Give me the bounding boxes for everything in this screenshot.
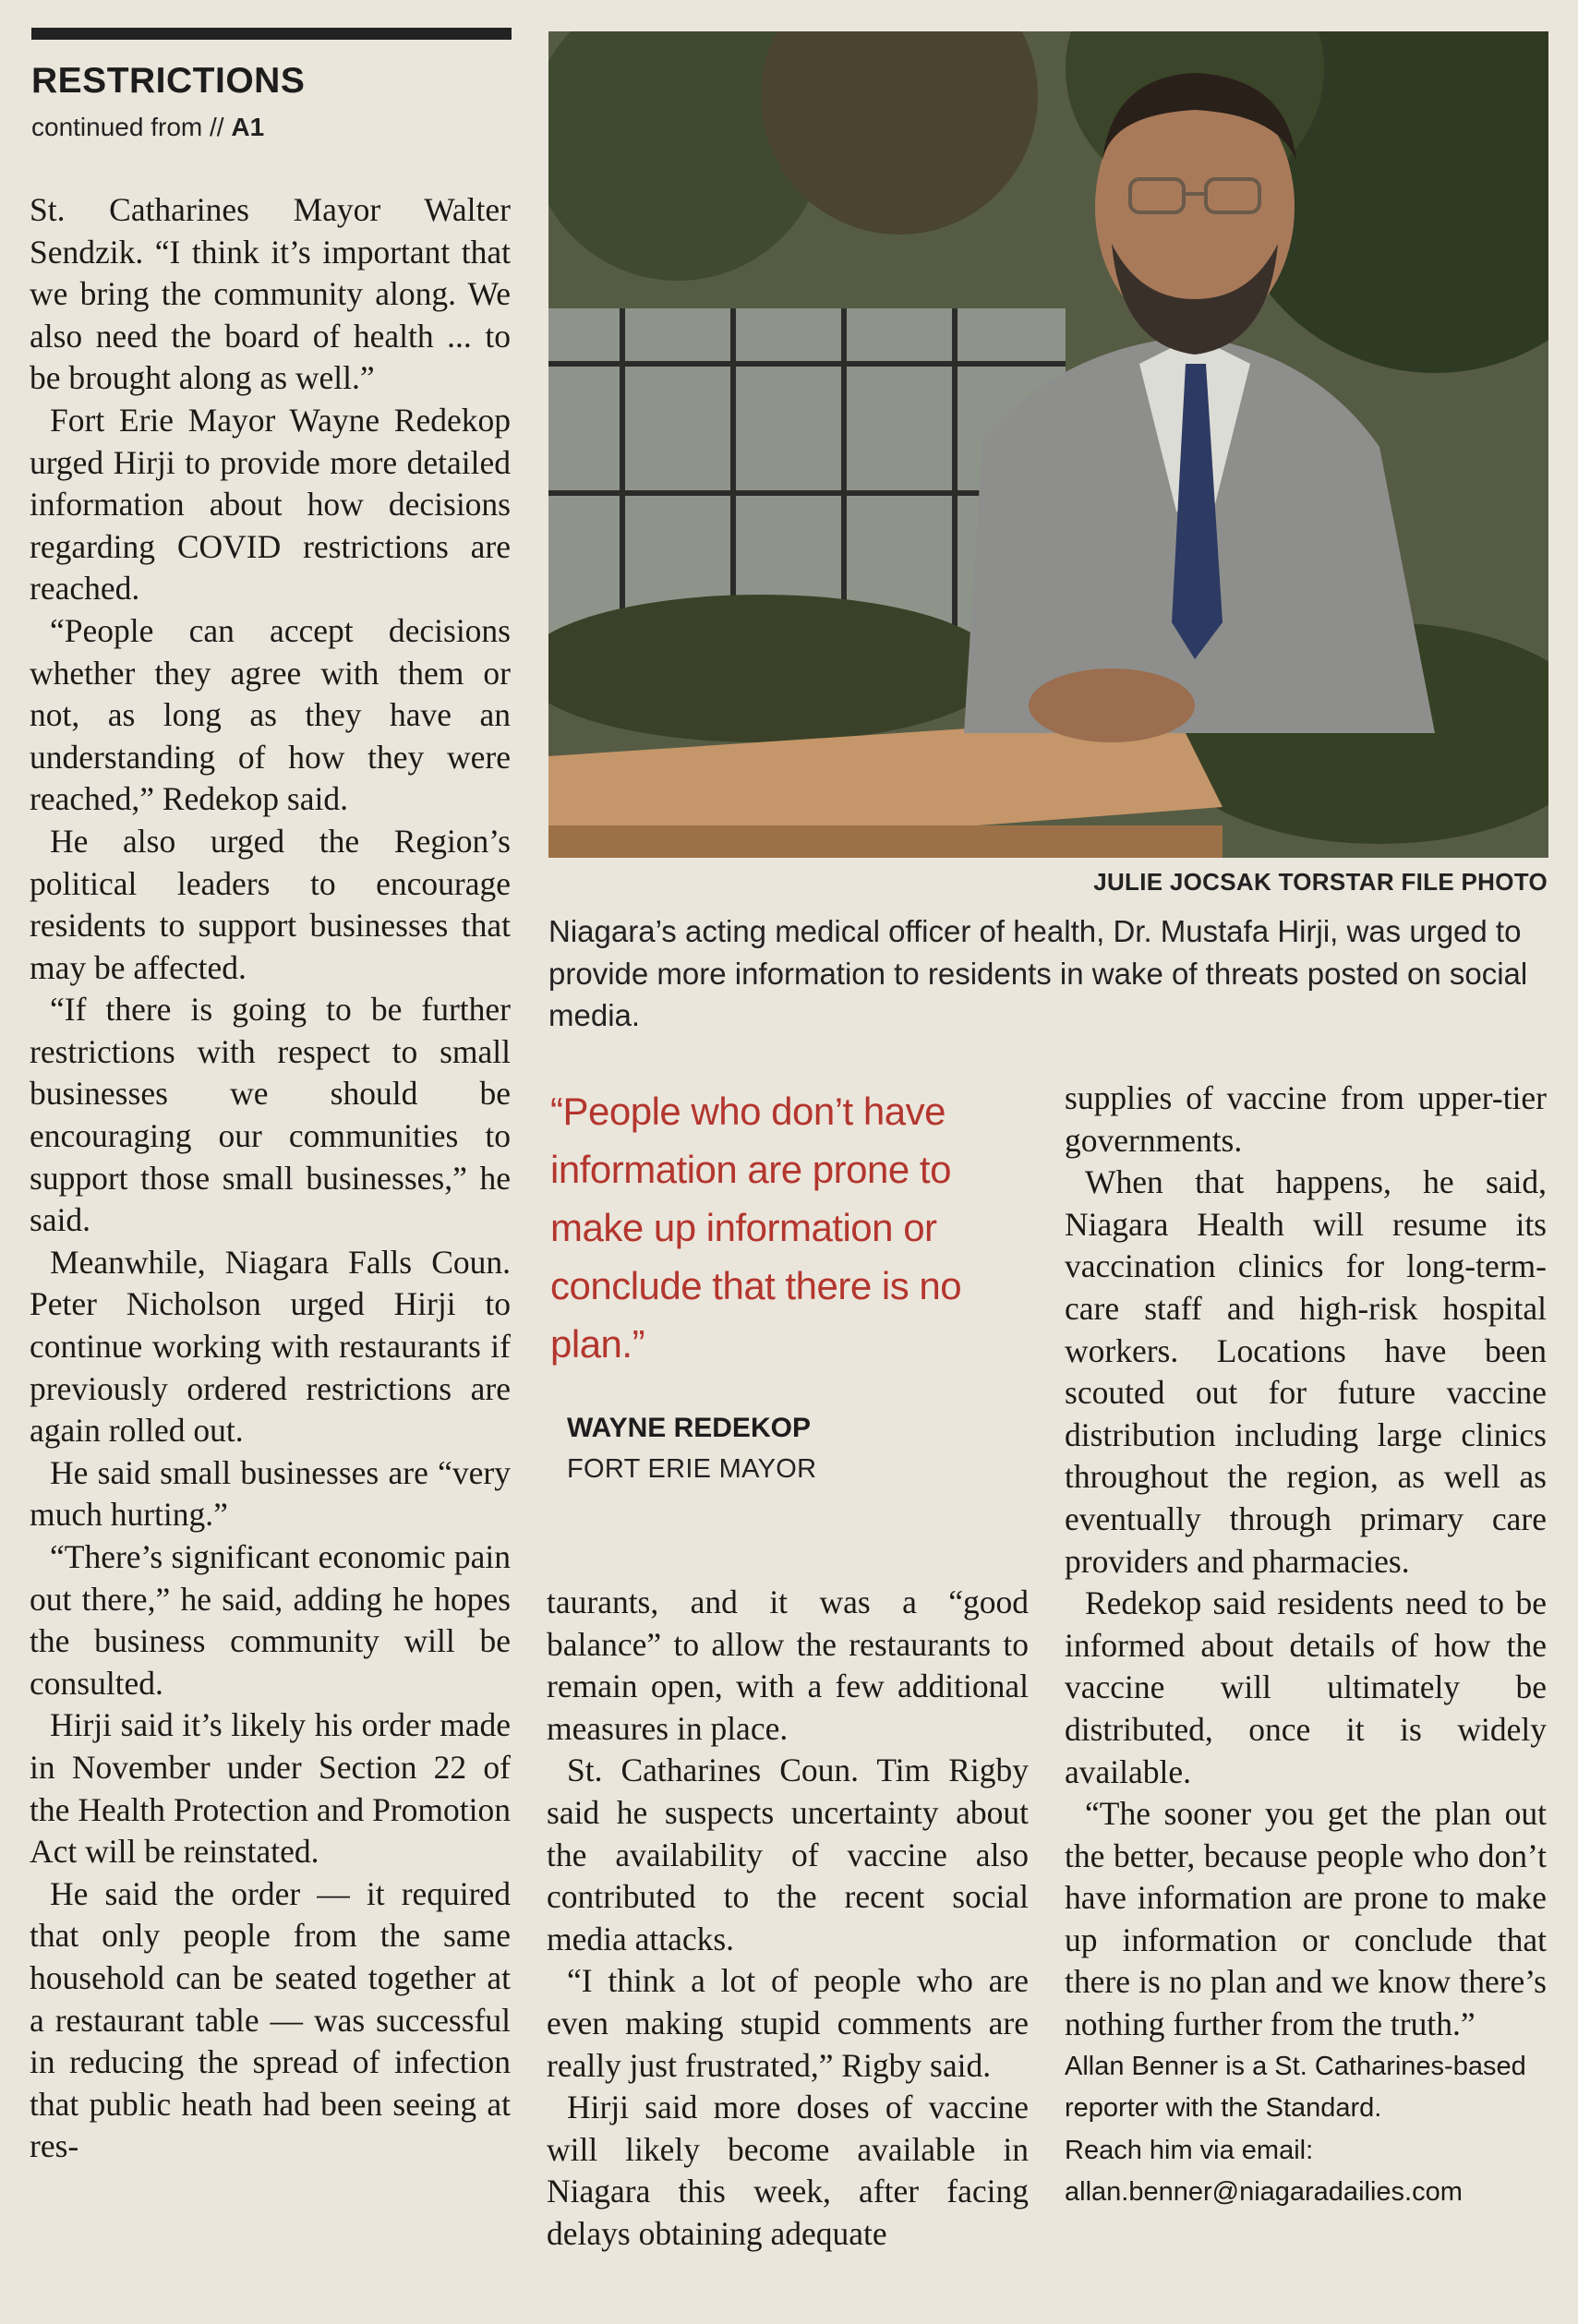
pull-quote-title: FORT ERIE MAYOR xyxy=(567,1454,817,1484)
paragraph: “I think a lot of people who are even making stupid comments are really just frustrated,” Rigby said. xyxy=(547,1962,1029,2084)
page-reference: A1 xyxy=(231,113,265,141)
paragraph: Hirji said it’s likely his order made in November under Section 22 of the Health Protection and Promotion Act will be reinstated. xyxy=(30,1706,511,1871)
paragraph: St. Catharines Mayor Walter Sendzik. “I think it’s important that we bring the community along. We also need the board of health ... to be brought along as well.” xyxy=(30,191,511,397)
paragraph: Redekop said residents need to be informed about details of how the vaccine will ultimately be distributed, once it is widely available. xyxy=(1065,1584,1547,1790)
author-contact-label: Reach him via email: xyxy=(1065,2135,1314,2165)
continued-from xyxy=(31,113,264,142)
pull-quote: “People who don’t have information are prone to make up information or conclude that there is no plan.” xyxy=(550,1090,962,1366)
author-bio: Allan Benner is a St. Catharines-based reporter with the Standard. xyxy=(1065,2051,1526,2124)
paragraph: “The sooner you get the plan out the better, because people who don’t have information are prone to make up information or conclude that there is no plan and we know there’s nothing further from the truth.” xyxy=(1065,1795,1547,2043)
paragraph: “There’s significant economic pain out there,” he said, adding he hopes the business community will be consulted. xyxy=(30,1538,511,1702)
paragraph: Fort Erie Mayor Wayne Redekop urged Hirji to provide more detailed information about how decisions regarding COVID restrictions are reached. xyxy=(30,401,511,608)
continued-label: continued from // xyxy=(31,113,232,141)
section-kicker: RESTRICTIONS xyxy=(31,61,306,101)
paragraph: St. Catharines Coun. Tim Rigby said he suspects uncertainty about the availability of vaccine also contributed to the recent social media attacks. xyxy=(547,1752,1029,1957)
article-column-3 xyxy=(1065,1078,1547,2214)
paragraph: He also urged the Region’s political leaders to encourage residents to support businesses that may be affected. xyxy=(30,822,511,986)
article-column-2 xyxy=(547,1582,1029,2256)
portrait-illustration xyxy=(548,31,1548,858)
paragraph: Meanwhile, Niagara Falls Coun. Peter Nicholson urged Hirji to continue working with restaurants if previously ordered restrictions are again rolled out. xyxy=(30,1243,511,1450)
author-email: allan.benner@niagaradailies.com xyxy=(1065,2177,1463,2208)
photo-credit: JULIE JOCSAK TORSTAR FILE PHOTO xyxy=(1093,868,1548,896)
article-column-1 xyxy=(30,189,511,2168)
paragraph: Hirji said more doses of vaccine will likely become available in Niagara this week, after facing delays obtaining adequate xyxy=(547,2089,1029,2252)
paragraph: When that happens, he said, Niagara Health will resume its vaccination clinics for long-term-care staff and high-risk hospital workers. Locations have been scouted out for future vaccine distribution including large clinics throughout the region, as well as eventually through primary care providers and pharmacies. xyxy=(1065,1163,1547,1580)
portrait-photo xyxy=(548,31,1548,858)
paragraph: “If there is going to be further restrictions with respect to small businesses we should be encouraging our communities to support those small businesses,” he said. xyxy=(30,991,511,1239)
paragraph: supplies of vaccine from upper-tier governments. xyxy=(1065,1079,1547,1159)
photo-caption: Niagara’s acting medical officer of health, Dr. Mustafa Hirji, was urged to provide more information to residents in wake of threats posted on social media. xyxy=(548,914,1528,1032)
header-rule xyxy=(31,28,512,40)
paragraph: “People can accept decisions whether they agree with them or not, as long as they have an understanding of how they were reached,” Redekop said. xyxy=(30,611,511,818)
paragraph: taurants, and it was a “good balance” to allow the restaurants to remain open, with a few additional measures in place. xyxy=(547,1583,1029,1747)
paragraph: He said the order — it required that only people from the same household can be seated together at a restaurant table — was successful in reducing the spread of infection that public heath had been seeing at res- xyxy=(30,1874,511,2165)
pull-quote-name: WAYNE REDEKOP xyxy=(567,1413,811,1443)
paragraph: He said small businesses are “very much hurting.” xyxy=(30,1453,511,1534)
